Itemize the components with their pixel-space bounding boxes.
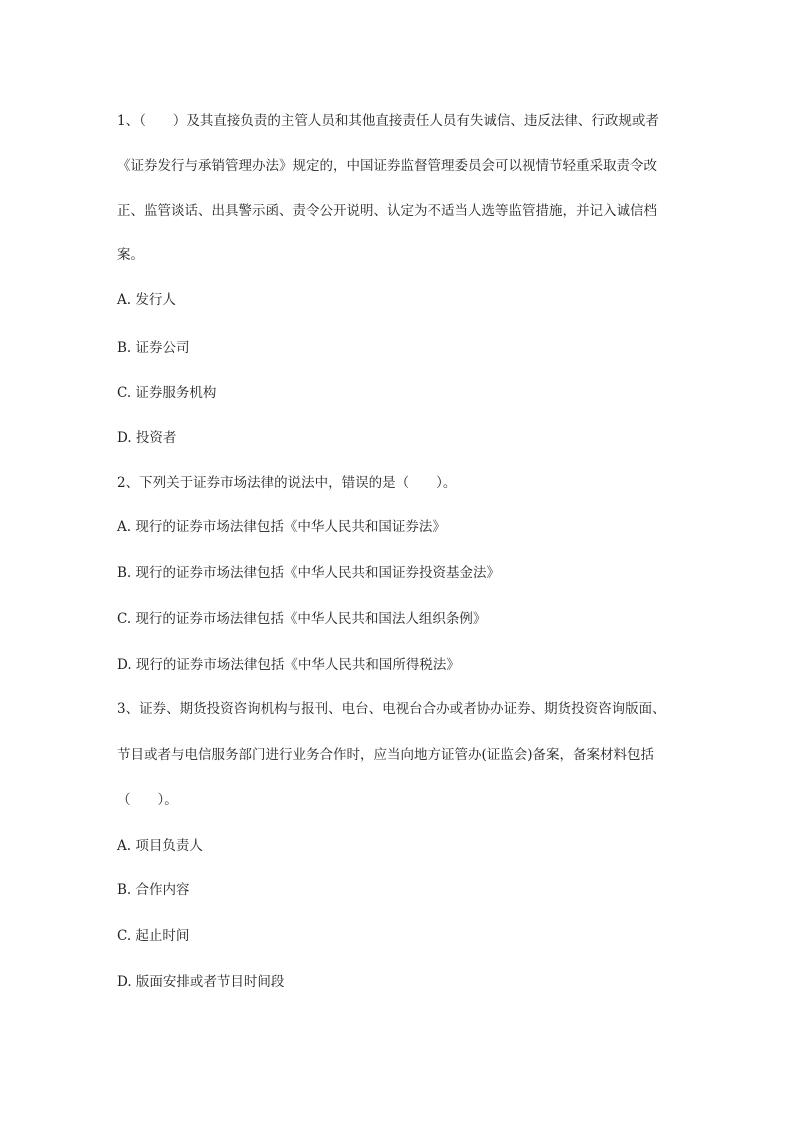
question-1-option-a: A. 发行人 [117,292,176,308]
question-3-line-1: 3、证券、期货投资咨询机构与报刊、电台、电视台合办或者协办证券、期货投资咨询版面、 [117,701,666,717]
question-3-option-b: B. 合作内容 [117,882,190,898]
question-3-line-2: 节目或者与电信服务部门进行业务合作时，应当向地方证管办(证监会)备案，备案材料包括 [117,747,655,763]
question-1-line-1: 1、（ ）及其直接负责的主管人员和其他直接责任人员有失诚信、违反法律、行政规或者 [117,113,659,129]
question-3-option-d: D. 版面安排或者节目时间段 [117,974,285,990]
question-1-option-b: B. 证券公司 [117,340,190,356]
question-2-option-a: A. 现行的证券市场法律包括《中华人民共和国证券法》 [117,519,446,535]
question-1-line-3: 正、监管谈话、出具警示函、责令公开说明、认定为不适当人选等监管措施，并记入诚信档 [117,203,657,219]
question-2-option-b: B. 现行的证券市场法律包括《中华人民共和国证券投资基金法》 [117,565,501,581]
question-1-line-2: 《证券发行与承销管理办法》规定的，中国证券监督管理委员会可以视情节轻重采取责令改 [117,158,657,174]
question-3-option-a: A. 项目负责人 [117,838,203,854]
question-2-option-d: D. 现行的证券市场法律包括《中华人民共和国所得税法》 [117,657,460,673]
question-1-option-c: C. 证券服务机构 [117,385,217,401]
question-2-option-c: C. 现行的证券市场法律包括《中华人民共和国法人组织条例》 [117,611,487,627]
question-1-line-4: 案。 [117,247,144,263]
question-1-option-d: D. 投资者 [117,430,177,446]
question-3-line-3: （ ）。 [117,792,178,808]
question-2-line-1: 2、下列关于证券市场法律的说法中，错误的是（ ）。 [117,475,457,491]
question-3-option-c: C. 起止时间 [117,928,190,944]
